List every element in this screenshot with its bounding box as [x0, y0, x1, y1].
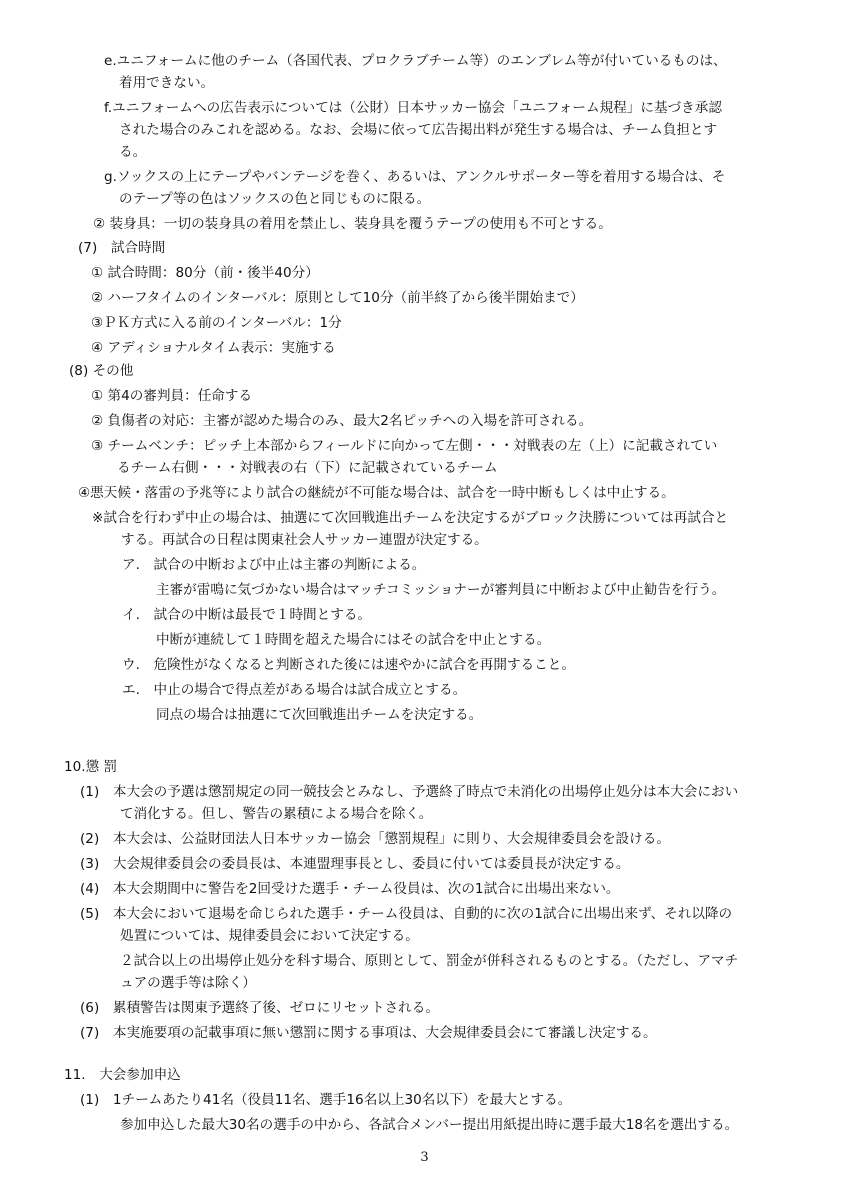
text-line: るチーム右側・・・対戦表の右（下）に記載されているチーム: [117, 460, 498, 476]
text-line: 処置については、規律委員会において決定する。: [120, 928, 419, 944]
text-line: (4) 本大会期間中に警告を2回受けた選手・チーム役員は、次の1試合に出場出来ない。: [80, 881, 620, 897]
page-number: 3: [420, 1150, 429, 1165]
text-line: (1) 1チームあたり41名（役員11名、選手16名以上30名以下）を最大とする。: [80, 1092, 572, 1108]
text-line: 主審が雷鳴に気づかない場合はマッチコミッショナーが審判員に中断および中止勧告を行う。: [156, 582, 726, 598]
text-line: ウ. 危険性がなくなると判断された後には速やかに試合を再開すること。: [122, 657, 575, 673]
text-line: された場合のみこれを認める。なお、会場に依って広告掲出料が発生する場合は、チーム負担とす: [119, 122, 718, 138]
text-line: 中断が連続して１時間を超えた場合にはその試合を中止とする。: [156, 632, 551, 648]
text-line: イ. 試合の中断は最長で１時間とする。: [122, 607, 372, 623]
text-line: ュアの選手等は除く）: [120, 975, 256, 991]
text-line: ① 第4の審判員：任命する: [91, 388, 253, 404]
text-line: ③ＰＫ方式に入る前のインターバル：1分: [91, 315, 342, 331]
text-line: ④悪天候・落雷の予兆等により試合の継続が不可能な場合は、試合を一時中断もしくは中止する。: [78, 485, 675, 501]
text-line: f.ユニフォームへの広告表示については（公財）日本サッカー協会「ユニフォーム規程」に基づき承認: [104, 100, 722, 116]
text-line: (1) 本大会の予選は懲罰規定の同一競技会とみなし、予選終了時点で未消化の出場停止処分は本大会におい: [80, 784, 739, 800]
text-line: エ. 中止の場合で得点差がある場合は試合成立とする。: [122, 682, 467, 698]
text-line: ④ アディショナルタイム表示：実施する: [91, 340, 336, 356]
section-heading: (8) その他: [69, 363, 134, 379]
text-line: 参加申込した最大30名の選手の中から、各試合メンバー提出用紙提出時に選手最大18名を選出する。: [120, 1117, 739, 1133]
text-line: (6) 累積警告は関東予選終了後、ゼロにリセットされる。: [80, 1000, 439, 1016]
text-line: 着用できない。: [119, 75, 215, 91]
text-line: (2) 本大会は、公益財団法人日本サッカー協会「懲罰規程」に則り、大会規律委員会を設ける。: [80, 831, 670, 847]
text-line: のテープ等の色はソックスの色と同じものに限る。: [119, 191, 431, 207]
text-line: 同点の場合は抽選にて次回戦進出チームを決定する。: [156, 707, 483, 723]
text-line: ア. 試合の中断および中止は主審の判断による。: [122, 557, 426, 573]
text-line: ２試合以上の出場停止処分を科す場合、原則として、罰金が併科されるものとする。（ただし、アマチ: [120, 953, 739, 969]
section-heading: 11. 大会参加申込: [64, 1067, 181, 1083]
text-line: g.ソックスの上にテープやバンテージを巻く、あるいは、アンクルサポーター等を着用する場合は、そ: [104, 169, 726, 185]
text-line: ② 負傷者の対応：主審が認めた場合のみ、最大2名ピッチへの入場を許可される。: [91, 413, 593, 429]
text-line: て消化する。但し、警告の累積による場合を除く。: [120, 806, 433, 822]
note-line: する。再試合の日程は関東社会人サッカー連盟が決定する。: [121, 532, 488, 548]
text-line: ② 装身具：一切の装身具の着用を禁止し、装身具を覆うテープの使用も不可とする。: [93, 216, 612, 232]
note-line: ※試合を行わず中止の場合は、抽選にて次回戦進出チームを決定するがブロック決勝については再試合と: [92, 510, 729, 526]
text-line: ③ チームベンチ：ピッチ上本部からフィールドに向かって左側・・・対戦表の左（上）に記載されてい: [91, 438, 718, 454]
text-line: (7) 本実施要項の記載事項に無い懲罰に関する事項は、大会規律委員会にて審議し決定する。: [80, 1025, 657, 1041]
text-line: (3) 大会規律委員会の委員長は、本連盟理事長とし、委員に付いては委員長が決定する。: [80, 856, 630, 872]
section-heading: (7) 試合時間: [78, 240, 166, 256]
text-line: (5) 本大会において退場を命じられた選手・チーム役員は、自動的に次の1試合に出場出来ず、それ以降の: [80, 906, 733, 922]
text-line: る。: [119, 144, 147, 160]
section-heading: 10.懲 罰: [64, 759, 118, 775]
text-line: ① 試合時間：80分（前・後半40分）: [91, 265, 319, 281]
text-line: e.ユニフォームに他のチーム（各国代表、プロクラブチーム等）のエンブレム等が付いているものは、: [104, 53, 727, 69]
text-line: ② ハーフタイムのインターバル：原則として10分（前半終了から後半開始まで）: [91, 290, 584, 306]
